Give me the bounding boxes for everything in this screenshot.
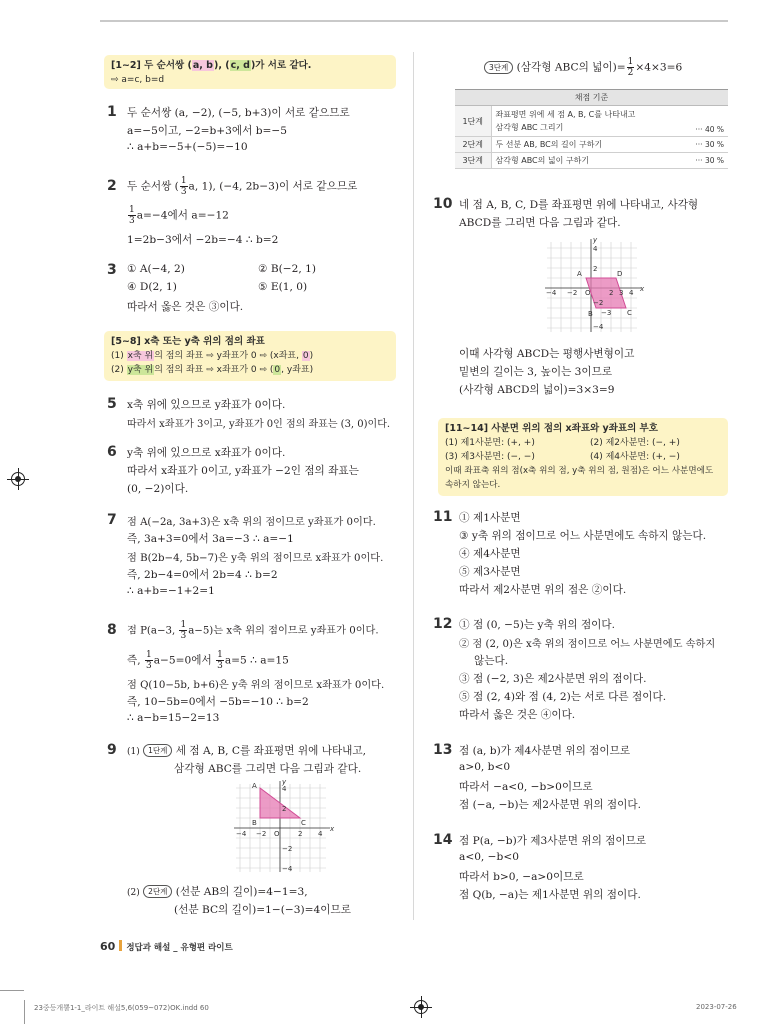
label-b: B xyxy=(252,819,257,827)
problem-number: 12 xyxy=(433,616,453,632)
p7-line: 점 B(2b−4, 5b−7)은 y축 위의 점이므로 x좌표가 0이다. xyxy=(127,553,384,564)
label-c: C xyxy=(627,309,632,317)
grading-row: 1단계 좌표평면 위에 세 점 A, B, C를 나타내고 삼각형 ABC 그리기 ··· 40 % xyxy=(455,106,728,137)
tick-label: −4 xyxy=(236,830,247,838)
p12-line: ② 점 (2, 0)은 x축 위의 점이므로 어느 사분면에도 속하지 xyxy=(459,639,716,650)
tick-label: −2 xyxy=(593,299,604,307)
label-origin: O xyxy=(274,830,280,838)
p10-line: 이때 사각형 ABCD는 평행사변형이고 xyxy=(459,348,635,360)
tick-label: −2 xyxy=(567,289,578,297)
problem-number: 2 xyxy=(107,178,117,194)
registration-mark-icon xyxy=(18,468,19,490)
p12-line: ① 점 (0, −5)는 y축 위의 점이다. xyxy=(459,619,616,631)
p11-line: 따라서 제2사분면 위의 점은 ②이다. xyxy=(459,584,627,596)
tick-label: 4 xyxy=(318,830,323,838)
tip-box-11-14-head: [11~14] 사분면 위의 점의 x좌표와 y좌표의 부호 xyxy=(445,423,658,434)
registration-mark-icon xyxy=(421,996,422,1018)
p8-line: 즉, 10−5b=0에서 −5b=−10 ∴ b=2 xyxy=(127,696,309,708)
p11-line: ③ y축 위의 점이므로 어느 사분면에도 속하지 않는다. xyxy=(459,530,707,542)
problem-number: 13 xyxy=(433,742,453,758)
p11-line: ⑤ 제3사분면 xyxy=(459,566,521,578)
grading-row: 2단계 두 선분 AB, BC의 길이 구하기 ··· 30 % xyxy=(455,137,728,153)
print-file-label: 23중등개뿔1-1_라이트 해설5,6(059~072)OK.indd 60 xyxy=(34,1004,209,1012)
p10-line: (사각형 ABCD의 넓이)=3×3=9 xyxy=(459,384,615,396)
page-footer xyxy=(100,940,233,953)
grading-row: 3단계 삼각형 ABC의 넓이 구하기 ··· 30 % xyxy=(455,153,728,169)
tick-label: 4 xyxy=(629,289,634,297)
print-date-label: 2023-07-26 xyxy=(696,1003,737,1011)
tick-label: 4 xyxy=(593,245,598,253)
p2-line: $\frac{1}{3}$ a=−4에서 a=−12 xyxy=(129,205,229,226)
crop-mark xyxy=(24,1000,25,1024)
label-origin: O xyxy=(585,289,591,297)
p8-line: 점 P(a−3, $\frac{1}{3}$ a−5)는 x축 위의 점이므로 y좌표가 0이다. xyxy=(127,620,379,641)
p5-line: 따라서 x좌표가 3이고, y좌표가 0인 점의 좌표는 (3, 0)이다. xyxy=(127,419,391,430)
quadrant-sign-row: (1) 제1사분면: (+, +) (2) 제2사분면: (−, +) xyxy=(445,438,680,448)
p13-line: a>0, b<0 xyxy=(459,761,511,773)
crop-mark xyxy=(0,990,24,991)
step-tag: 3단계 xyxy=(484,61,513,74)
parallelogram-graph xyxy=(543,236,646,336)
tip-box-5-8-line: (2) y축 위의 점의 좌표 ⇨ x좌표가 0 ⇨ (0, y좌표) xyxy=(111,365,314,375)
column-divider xyxy=(413,52,414,920)
p3-option: ④ D(2, 1) xyxy=(127,281,177,293)
p9-step1: (1) 1단계 세 점 A, B, C를 좌표평면 위에 나타내고, xyxy=(127,745,367,757)
p8-line: ∴ a−b=15−2=13 xyxy=(127,712,220,724)
p12-line: ⑤ 점 (2, 4)와 점 (4, 2)는 서로 다른 점이다. xyxy=(459,691,667,703)
page-number: 60 xyxy=(100,940,116,953)
p13-line: 점 (−a, −b)는 제2사분면 위의 점이다. xyxy=(459,799,641,811)
tip-box-11-14 xyxy=(438,418,728,496)
tip-box-11-14-note: 속하지 않는다. xyxy=(445,480,501,490)
p9-step2: (2) 2단계 (선분 AB의 길이)=4−1=3, xyxy=(127,886,308,898)
p12-line: ③ 점 (−2, 3)은 제2사분면 위의 점이다. xyxy=(459,673,647,685)
p14-line: 따라서 b>0, −a>0이므로 xyxy=(459,871,584,883)
tick-label: −2 xyxy=(282,845,293,853)
p10-line: 밑변의 길이는 3, 높이는 3이므로 xyxy=(459,366,613,378)
tick-label: 3 xyxy=(619,289,624,297)
p8-line: 즉, $\frac{1}{3}$ a−5=0에서 $\frac{1}{3}$ a=5 ∴ a=15 xyxy=(127,650,289,671)
problem-number: 1 xyxy=(107,104,117,120)
tick-label: 4 xyxy=(282,785,287,793)
problem-number: 9 xyxy=(107,742,117,758)
p5-line: x축 위에 있으므로 y좌표가 0이다. xyxy=(127,399,286,411)
p9-line: 삼각형 ABC를 그리면 다음 그림과 같다. xyxy=(174,763,362,775)
label-a: A xyxy=(252,782,257,790)
tick-label: 2 xyxy=(593,265,598,273)
problem-number: 14 xyxy=(433,832,453,848)
footer-title: 정답과 해설 _ 유형편 라이트 xyxy=(126,943,233,953)
p14-line: 점 P(a, −b)가 제3사분면 위의 점이므로 xyxy=(459,835,647,847)
p3-conclusion: 따라서 옳은 것은 ③이다. xyxy=(127,301,244,313)
tick-label: 2 xyxy=(282,805,287,813)
tick-label: −4 xyxy=(546,289,557,297)
p2-line: 두 순서쌍 ( $\frac{1}{3}$ a, 1), (−4, 2b−3)이 서로 같으므로 xyxy=(127,176,358,197)
problem-number: 10 xyxy=(433,196,453,212)
triangle-graph xyxy=(232,778,337,876)
problem-number: 6 xyxy=(107,444,117,460)
p13-line: 점 (a, b)가 제4사분면 위의 점이므로 xyxy=(459,745,631,757)
p14-line: a<0, −b<0 xyxy=(459,851,519,863)
tick-label: −2 xyxy=(256,830,267,838)
p6-line: y축 위에 있으므로 x좌표가 0이다. xyxy=(127,447,286,459)
p7-line: 즉, 3a+3=0에서 3a=−3 ∴ a=−1 xyxy=(127,533,294,545)
p7-line: ∴ a+b=−1+2=1 xyxy=(127,585,215,597)
top-rule xyxy=(100,20,728,22)
p9-step3: 3단계 (삼각형 ABC의 넓이)= $\frac{1}{2}$ ×4×3=6 xyxy=(484,57,682,78)
x-axis-label: x xyxy=(330,825,335,833)
p13-line: 따라서 −a<0, −b>0이므로 xyxy=(459,781,593,793)
tip-box-5-8-line: (1) x축 위의 점의 좌표 ⇨ y좌표가 0 ⇨ (x좌표, 0) xyxy=(111,351,314,361)
y-axis-label: y xyxy=(282,778,287,786)
tip-box-1-2-head: [1~2] 두 순서쌍 (a, b), (c, d)가 서로 같다. xyxy=(111,60,312,71)
problem-number: 7 xyxy=(107,512,117,528)
p11-line: ④ 제4사분면 xyxy=(459,548,521,560)
y-axis-label: y xyxy=(593,236,598,244)
tick-label: −3 xyxy=(601,309,612,317)
grading-title: 채점 기준 xyxy=(455,90,728,106)
p10-line: 네 점 A, B, C, D를 좌표평면 위에 나타내고, 사각형 xyxy=(459,199,699,211)
step-tag: 2단계 xyxy=(143,885,172,898)
problem-number: 3 xyxy=(107,262,117,278)
footer-divider xyxy=(119,940,122,951)
tip-box-5-8-head: [5~8] x축 또는 y축 위의 점의 좌표 xyxy=(111,336,265,347)
p6-line: (0, −2)이다. xyxy=(127,483,189,495)
p14-line: 점 Q(b, −a)는 제1사분면 위의 점이다. xyxy=(459,889,641,901)
tick-label: 2 xyxy=(609,289,614,297)
label-d: D xyxy=(617,270,623,278)
p12-line: 따라서 옳은 것은 ④이다. xyxy=(459,709,576,721)
p7-line: 점 A(−2a, 3a+3)은 x축 위의 점이므로 y좌표가 0이다. xyxy=(127,517,376,528)
label-a: A xyxy=(577,270,582,278)
p2-line: 1=2b−3에서 −2b=−4 ∴ b=2 xyxy=(127,234,279,246)
grading-table xyxy=(455,89,728,169)
tip-box-1-2 xyxy=(104,55,396,89)
problem-number: 11 xyxy=(433,509,453,525)
p9-line: (선분 BC의 길이)=1−(−3)=4이므로 xyxy=(174,904,351,916)
p12-line: 않는다. xyxy=(474,655,509,667)
quadrant-sign-row: (3) 제3사분면: (−, −) (4) 제4사분면: (+, −) xyxy=(445,452,680,462)
tick-label: 2 xyxy=(298,830,303,838)
p3-option: ⑤ E(1, 0) xyxy=(258,281,308,293)
tip-box-5-8 xyxy=(104,331,396,381)
tick-label: −4 xyxy=(593,323,604,331)
p7-line: 즉, 2b−4=0에서 2b=4 ∴ b=2 xyxy=(127,569,278,581)
tick-label: −4 xyxy=(282,865,293,873)
tip-box-11-14-note: 이때 좌표축 위의 점(x축 위의 점, y축 위의 점, 원점)은 어느 사분면에도 xyxy=(445,466,714,476)
problem-number: 5 xyxy=(107,396,117,412)
label-c: C xyxy=(301,819,306,827)
p8-line: 점 Q(10−5b, b+6)은 y축 위의 점이므로 x좌표가 0이다. xyxy=(127,680,385,691)
p11-line: ① 제1사분면 xyxy=(459,512,521,524)
x-axis-label: x xyxy=(640,285,645,293)
tip-box-1-2-rule: ⇨ a=c, b=d xyxy=(111,75,165,85)
problem-number: 8 xyxy=(107,622,117,638)
p6-line: 따라서 x좌표가 0이고, y좌표가 −2인 점의 좌표는 xyxy=(127,465,359,477)
p1-line: ∴ a+b=−5+(−5)=−10 xyxy=(127,141,248,153)
p1-line: 두 순서쌍 (a, −2), (−5, b+3)이 서로 같으므로 xyxy=(127,107,350,119)
p3-option: ② B(−2, 1) xyxy=(258,263,317,275)
label-b: B xyxy=(588,310,593,318)
p10-line: ABCD를 그리면 다음 그림과 같다. xyxy=(459,217,621,229)
p3-option: ① A(−4, 2) xyxy=(127,263,185,275)
step-tag: 1단계 xyxy=(143,744,172,757)
p1-line: a=−5이고, −2=b+3에서 b=−5 xyxy=(127,125,288,137)
